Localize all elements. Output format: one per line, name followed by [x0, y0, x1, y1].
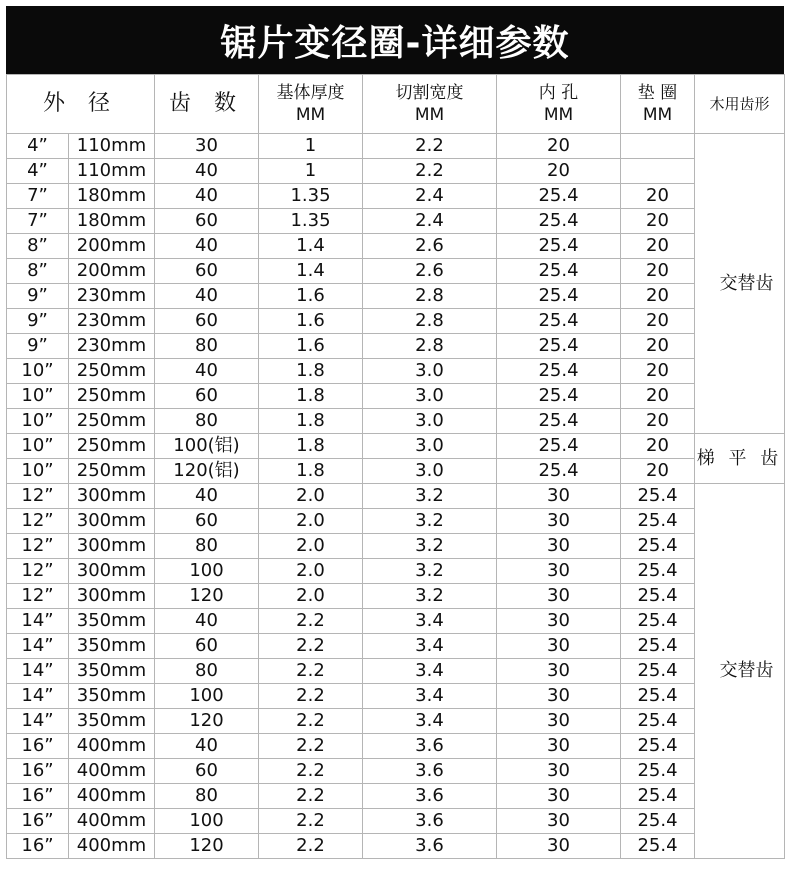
table-row: [7, 809, 785, 834]
cell-cut-width: 3.4: [363, 634, 497, 659]
cell-cut-width: 3.2: [363, 484, 497, 509]
cell-cut-width: 3.0: [363, 384, 497, 409]
cell-washer: 20: [621, 334, 695, 359]
cell-metric-size: 200mm: [69, 234, 155, 259]
cell-metric-size: 400mm: [69, 834, 155, 859]
cell-washer: 25.4: [621, 809, 695, 834]
cell-teeth-count: 80: [155, 334, 259, 359]
table-row: [7, 559, 785, 584]
cell-washer: 20: [621, 234, 695, 259]
table-row: [7, 659, 785, 684]
cell-cut-width: 3.2: [363, 584, 497, 609]
table-row: [7, 834, 785, 859]
table-row: [7, 784, 785, 809]
cell-washer: 25.4: [621, 584, 695, 609]
cell-base-thickness: 1: [259, 159, 363, 184]
cell-washer: 25.4: [621, 609, 695, 634]
cell-teeth-count: 80: [155, 534, 259, 559]
table-row: [7, 159, 785, 184]
cell-metric-size: 250mm: [69, 434, 155, 459]
cell-metric-size: 200mm: [69, 259, 155, 284]
cell-inch-size: 10”: [7, 359, 69, 384]
cell-washer: 25.4: [621, 759, 695, 784]
cell-inner-hole: 20: [497, 134, 621, 159]
cell-metric-size: 400mm: [69, 734, 155, 759]
header-washer: 垫 圈 MM: [621, 75, 695, 134]
cell-base-thickness: 1: [259, 134, 363, 159]
tooth-shape-group: [695, 484, 785, 859]
cell-metric-size: 230mm: [69, 309, 155, 334]
cell-washer: 20: [621, 209, 695, 234]
page-title: 锯片变径圈-详细参数: [220, 22, 570, 64]
cell-metric-size: 300mm: [69, 534, 155, 559]
table-row: [7, 509, 785, 534]
cell-metric-size: 110mm: [69, 134, 155, 159]
cell-metric-size: 350mm: [69, 684, 155, 709]
cell-inner-hole: 30: [497, 834, 621, 859]
cell-metric-size: 110mm: [69, 159, 155, 184]
cell-inch-size: 14”: [7, 684, 69, 709]
cell-inner-hole: 25.4: [497, 434, 621, 459]
cell-metric-size: 300mm: [69, 484, 155, 509]
table-row: [7, 484, 785, 509]
cell-base-thickness: 1.35: [259, 184, 363, 209]
table-row: [7, 684, 785, 709]
cell-washer: 25.4: [621, 734, 695, 759]
table-row: [7, 584, 785, 609]
cell-cut-width: 3.0: [363, 434, 497, 459]
cell-inch-size: 14”: [7, 659, 69, 684]
cell-teeth-count: 120: [155, 709, 259, 734]
cell-inch-size: 16”: [7, 784, 69, 809]
table-row: [7, 759, 785, 784]
cell-inner-hole: 30: [497, 559, 621, 584]
cell-base-thickness: 2.2: [259, 709, 363, 734]
cell-metric-size: 250mm: [69, 359, 155, 384]
cell-teeth-count: 60: [155, 759, 259, 784]
cell-inner-hole: 30: [497, 584, 621, 609]
cell-base-thickness: 2.0: [259, 559, 363, 584]
cell-teeth-count: 40: [155, 734, 259, 759]
cell-inch-size: 9”: [7, 334, 69, 359]
cell-base-thickness: 2.0: [259, 484, 363, 509]
cell-inner-hole: 25.4: [497, 409, 621, 434]
cell-inner-hole: 25.4: [497, 459, 621, 484]
cell-teeth-count: 40: [155, 159, 259, 184]
table-row: [7, 259, 785, 284]
cell-base-thickness: 2.0: [259, 509, 363, 534]
cell-base-thickness: 1.8: [259, 409, 363, 434]
cell-inner-hole: 30: [497, 609, 621, 634]
cell-washer: 20: [621, 384, 695, 409]
table-row: [7, 409, 785, 434]
cell-inch-size: 14”: [7, 609, 69, 634]
cell-inch-size: 10”: [7, 459, 69, 484]
header-base-thickness: 基体厚度 MM: [259, 75, 363, 134]
cell-inner-hole: 30: [497, 659, 621, 684]
cell-inch-size: 12”: [7, 559, 69, 584]
cell-cut-width: 3.2: [363, 534, 497, 559]
cell-teeth-count: 60: [155, 209, 259, 234]
cell-base-thickness: 1.6: [259, 309, 363, 334]
cell-metric-size: 300mm: [69, 509, 155, 534]
table-row: [7, 734, 785, 759]
cell-cut-width: 2.2: [363, 159, 497, 184]
cell-cut-width: 2.4: [363, 209, 497, 234]
cell-base-thickness: 2.0: [259, 584, 363, 609]
cell-inner-hole: 25.4: [497, 234, 621, 259]
cell-teeth-count: 40: [155, 284, 259, 309]
header-outer-diameter: 外 径: [7, 75, 155, 134]
cell-inner-hole: 30: [497, 809, 621, 834]
table-row: [7, 459, 785, 484]
cell-base-thickness: 2.2: [259, 659, 363, 684]
table-row: [7, 309, 785, 334]
cell-inner-hole: 30: [497, 759, 621, 784]
cell-inch-size: 7”: [7, 184, 69, 209]
cell-inner-hole: 25.4: [497, 209, 621, 234]
cell-inch-size: 9”: [7, 284, 69, 309]
cell-teeth-count: 40: [155, 234, 259, 259]
cell-inch-size: 12”: [7, 509, 69, 534]
cell-inner-hole: 25.4: [497, 359, 621, 384]
cell-inch-size: 4”: [7, 134, 69, 159]
table-row: [7, 709, 785, 734]
cell-metric-size: 300mm: [69, 559, 155, 584]
cell-cut-width: 3.4: [363, 609, 497, 634]
specs-table: [6, 74, 785, 859]
cell-base-thickness: 1.35: [259, 209, 363, 234]
cell-base-thickness: 2.2: [259, 684, 363, 709]
cell-washer: 25.4: [621, 784, 695, 809]
cell-washer: 25.4: [621, 634, 695, 659]
cell-metric-size: 300mm: [69, 584, 155, 609]
cell-teeth-count: 60: [155, 509, 259, 534]
cell-cut-width: 3.4: [363, 659, 497, 684]
cell-teeth-count: 100: [155, 559, 259, 584]
cell-metric-size: 230mm: [69, 334, 155, 359]
cell-metric-size: 350mm: [69, 709, 155, 734]
cell-teeth-count: 100: [155, 809, 259, 834]
cell-inch-size: 14”: [7, 709, 69, 734]
cell-base-thickness: 1.8: [259, 434, 363, 459]
cell-washer: 20: [621, 184, 695, 209]
cell-metric-size: 350mm: [69, 609, 155, 634]
cell-inner-hole: 25.4: [497, 259, 621, 284]
cell-inch-size: 16”: [7, 734, 69, 759]
cell-metric-size: 250mm: [69, 384, 155, 409]
cell-cut-width: 3.6: [363, 834, 497, 859]
table-row: [7, 359, 785, 384]
cell-teeth-count: 60: [155, 309, 259, 334]
cell-cut-width: 3.0: [363, 409, 497, 434]
cell-metric-size: 400mm: [69, 784, 155, 809]
table-row: [7, 384, 785, 409]
cell-washer: 20: [621, 434, 695, 459]
header-cut-width: 切割宽度 MM: [363, 75, 497, 134]
cell-inner-hole: 30: [497, 509, 621, 534]
cell-cut-width: 2.8: [363, 309, 497, 334]
cell-washer: [621, 159, 695, 184]
cell-inner-hole: 30: [497, 634, 621, 659]
cell-base-thickness: 2.2: [259, 734, 363, 759]
cell-cut-width: 3.4: [363, 709, 497, 734]
cell-base-thickness: 1.4: [259, 259, 363, 284]
cell-washer: 25.4: [621, 509, 695, 534]
cell-washer: 20: [621, 359, 695, 384]
cell-washer: 20: [621, 309, 695, 334]
cell-inch-size: 10”: [7, 434, 69, 459]
cell-washer: 25.4: [621, 709, 695, 734]
cell-teeth-count: 60: [155, 384, 259, 409]
cell-metric-size: 250mm: [69, 409, 155, 434]
title-banner: [6, 6, 784, 74]
cell-cut-width: 3.6: [363, 784, 497, 809]
cell-inner-hole: 25.4: [497, 184, 621, 209]
cell-cut-width: 2.6: [363, 259, 497, 284]
cell-washer: 20: [621, 284, 695, 309]
cell-metric-size: 400mm: [69, 759, 155, 784]
header-inner-hole: 内 孔 MM: [497, 75, 621, 134]
cell-inner-hole: 25.4: [497, 309, 621, 334]
cell-base-thickness: 2.2: [259, 634, 363, 659]
cell-base-thickness: 1.8: [259, 359, 363, 384]
cell-washer: 25.4: [621, 659, 695, 684]
cell-inner-hole: 30: [497, 784, 621, 809]
table-row: [7, 534, 785, 559]
cell-inch-size: 10”: [7, 384, 69, 409]
cell-metric-size: 350mm: [69, 659, 155, 684]
cell-teeth-count: 100: [155, 684, 259, 709]
cell-inner-hole: 30: [497, 734, 621, 759]
cell-base-thickness: 1.8: [259, 459, 363, 484]
cell-teeth-count: 40: [155, 609, 259, 634]
cell-washer: 25.4: [621, 684, 695, 709]
cell-cut-width: 2.8: [363, 334, 497, 359]
cell-cut-width: 3.2: [363, 509, 497, 534]
cell-cut-width: 2.6: [363, 234, 497, 259]
cell-inner-hole: 20: [497, 159, 621, 184]
cell-cut-width: 2.4: [363, 184, 497, 209]
table-row: [7, 234, 785, 259]
cell-washer: 25.4: [621, 484, 695, 509]
cell-cut-width: 3.2: [363, 559, 497, 584]
cell-metric-size: 180mm: [69, 209, 155, 234]
cell-teeth-count: 80: [155, 784, 259, 809]
cell-cut-width: 2.8: [363, 284, 497, 309]
cell-base-thickness: 2.2: [259, 809, 363, 834]
header-tooth-shape: 木用齿形: [695, 75, 785, 134]
cell-base-thickness: 1.4: [259, 234, 363, 259]
cell-inner-hole: 25.4: [497, 334, 621, 359]
cell-teeth-count: 80: [155, 659, 259, 684]
cell-teeth-count: 60: [155, 259, 259, 284]
table-row: [7, 634, 785, 659]
cell-inch-size: 16”: [7, 834, 69, 859]
cell-washer: 20: [621, 459, 695, 484]
cell-inch-size: 8”: [7, 234, 69, 259]
cell-teeth-count: 80: [155, 409, 259, 434]
cell-metric-size: 400mm: [69, 809, 155, 834]
cell-base-thickness: 1.6: [259, 284, 363, 309]
cell-teeth-count: 120: [155, 834, 259, 859]
cell-inner-hole: 25.4: [497, 284, 621, 309]
header-row: [7, 75, 785, 134]
cell-inner-hole: 30: [497, 684, 621, 709]
cell-inch-size: 8”: [7, 259, 69, 284]
tooth-shape-group: 梯 平 齿: [695, 434, 785, 484]
cell-inch-size: 16”: [7, 759, 69, 784]
cell-teeth-count: 60: [155, 634, 259, 659]
cell-washer: 20: [621, 259, 695, 284]
tooth-shape-label: 交替齿: [719, 272, 774, 294]
cell-cut-width: 3.6: [363, 809, 497, 834]
cell-washer: 20: [621, 409, 695, 434]
cell-inch-size: 14”: [7, 634, 69, 659]
cell-base-thickness: 2.2: [259, 759, 363, 784]
table-row: [7, 184, 785, 209]
cell-cut-width: 3.0: [363, 459, 497, 484]
cell-inch-size: 10”: [7, 409, 69, 434]
cell-cut-width: 3.4: [363, 684, 497, 709]
cell-cut-width: 3.0: [363, 359, 497, 384]
tooth-shape-label: 交替齿: [719, 660, 774, 681]
cell-inner-hole: 30: [497, 484, 621, 509]
cell-teeth-count: 120(铝): [155, 459, 259, 484]
cell-inch-size: 12”: [7, 484, 69, 509]
cell-cut-width: 3.6: [363, 759, 497, 784]
cell-base-thickness: 2.0: [259, 534, 363, 559]
cell-base-thickness: 1.6: [259, 334, 363, 359]
table-row: [7, 209, 785, 234]
table-row: [7, 284, 785, 309]
tooth-shape-group: [695, 134, 785, 434]
cell-base-thickness: 2.2: [259, 784, 363, 809]
cell-washer: 25.4: [621, 834, 695, 859]
cell-metric-size: 230mm: [69, 284, 155, 309]
cell-base-thickness: 2.2: [259, 834, 363, 859]
cell-teeth-count: 40: [155, 359, 259, 384]
table-row: [7, 334, 785, 359]
cell-base-thickness: 1.8: [259, 384, 363, 409]
table-row: [7, 609, 785, 634]
cell-teeth-count: 40: [155, 184, 259, 209]
cell-washer: [621, 134, 695, 159]
cell-washer: 25.4: [621, 559, 695, 584]
cell-inner-hole: 30: [497, 709, 621, 734]
cell-inch-size: 4”: [7, 159, 69, 184]
cell-teeth-count: 30: [155, 134, 259, 159]
cell-teeth-count: 100(铝): [155, 434, 259, 459]
table-row: [7, 434, 785, 459]
cell-inch-size: 7”: [7, 209, 69, 234]
cell-metric-size: 180mm: [69, 184, 155, 209]
cell-inch-size: 9”: [7, 309, 69, 334]
cell-inch-size: 16”: [7, 809, 69, 834]
cell-inch-size: 12”: [7, 534, 69, 559]
cell-cut-width: 3.6: [363, 734, 497, 759]
cell-inch-size: 12”: [7, 584, 69, 609]
cell-metric-size: 350mm: [69, 634, 155, 659]
cell-metric-size: 250mm: [69, 459, 155, 484]
cell-teeth-count: 40: [155, 484, 259, 509]
cell-cut-width: 2.2: [363, 134, 497, 159]
table-row: [7, 134, 785, 159]
header-teeth-count: 齿 数: [155, 75, 259, 134]
cell-inner-hole: 30: [497, 534, 621, 559]
specs-body: [7, 134, 785, 859]
cell-base-thickness: 2.2: [259, 609, 363, 634]
cell-washer: 25.4: [621, 534, 695, 559]
cell-teeth-count: 120: [155, 584, 259, 609]
cell-inner-hole: 25.4: [497, 384, 621, 409]
